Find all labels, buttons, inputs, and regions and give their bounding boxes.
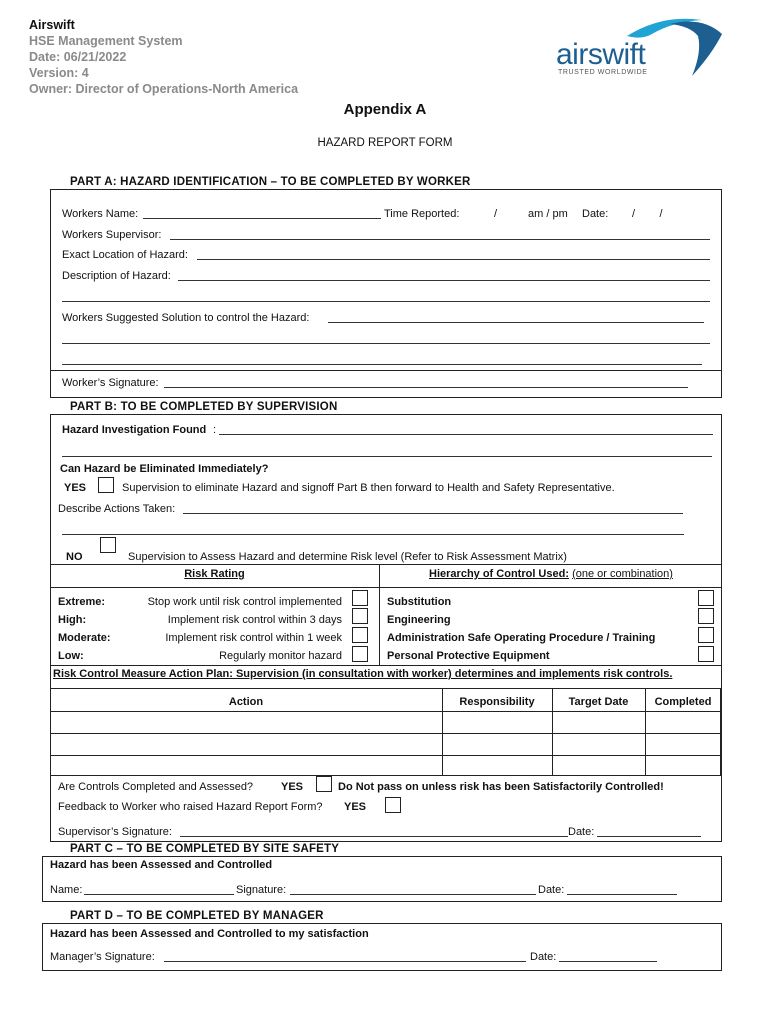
rating-action: Stop work until risk control implemented <box>147 596 342 608</box>
ampm-label: am / pm <box>528 208 568 220</box>
site-safety-date-label: Date: <box>538 884 565 896</box>
logo-tagline: TRUSTED WORLDWIDE <box>558 69 648 76</box>
rating-level: Extreme: <box>58 596 106 608</box>
airswift-logo <box>552 14 752 84</box>
site-safety-name-label: Name: <box>50 884 83 896</box>
risk-rating-header: Risk Rating <box>184 568 245 580</box>
description-field[interactable] <box>178 280 710 281</box>
date-separators: / / <box>632 208 663 220</box>
site-safety-date-field[interactable] <box>567 894 677 895</box>
form-title: HAZARD REPORT FORM <box>317 137 453 149</box>
investigation-label: Hazard Investigation Found <box>62 424 207 436</box>
supervisor-date-label: Date: <box>568 826 595 838</box>
feedback-yes-label: YES <box>344 801 367 813</box>
eliminate-question: Can Hazard be Eliminated Immediately? <box>60 463 269 475</box>
worker-signature-field[interactable] <box>164 387 688 388</box>
rating-action: Regularly monitor hazard <box>219 650 342 662</box>
control-substitution-checkbox[interactable] <box>698 590 714 606</box>
col-action: Action <box>228 696 264 708</box>
time-reported-label: Time Reported: <box>384 208 460 220</box>
rating-moderate-checkbox[interactable] <box>352 627 368 643</box>
control-label: Engineering <box>387 614 451 626</box>
rating-extreme-checkbox[interactable] <box>352 590 368 606</box>
investigation-colon: : <box>213 424 217 436</box>
part-b-heading: PART B: TO BE COMPLETED BY SUPERVISION <box>70 401 338 413</box>
part-d-statement: Hazard has been Assessed and Controlled to my satisfaction <box>50 928 369 940</box>
hierarchy-title: Hierarchy of Control Used: <box>429 568 569 580</box>
controls-yes-label: YES <box>281 781 304 793</box>
action-cell[interactable] <box>51 756 442 776</box>
divider <box>50 370 722 371</box>
solution-field[interactable] <box>328 322 704 323</box>
no-instruction: Supervision to Assess Hazard and determine Risk level (Refer to Risk Assessment Matrix) <box>128 551 567 563</box>
manager-date-label: Date: <box>530 951 557 963</box>
supervisor-signature-label: Supervisor’s Signature: <box>58 826 172 838</box>
location-field[interactable] <box>197 259 710 260</box>
workers-name-field[interactable] <box>143 218 381 219</box>
part-c-statement: Hazard has been Assessed and Controlled <box>50 859 273 871</box>
hierarchy-header <box>380 568 722 580</box>
supervisor-field[interactable] <box>170 239 710 240</box>
control-ppe-checkbox[interactable] <box>698 646 714 662</box>
eliminate-yes-checkbox[interactable] <box>98 477 114 493</box>
doc-owner: Owner: Director of Operations-North America <box>29 82 299 96</box>
site-safety-signature-label: Signature: <box>236 884 287 896</box>
doc-version: Version: 4 <box>29 66 89 80</box>
control-label: Substitution <box>387 596 452 608</box>
part-c-heading: PART C – TO BE COMPLETED BY SITE SAFETY <box>70 843 340 855</box>
yes-instruction: Supervision to eliminate Hazard and signoff Part B then forward to Health and Safety Representative. <box>122 482 615 494</box>
logo-wordmark: airswift <box>556 38 646 71</box>
yes-label: YES <box>64 482 87 494</box>
feedback-yes-checkbox[interactable] <box>385 797 401 813</box>
rating-level: Moderate: <box>58 632 111 644</box>
control-label: Administration Safe Operating Procedure / Training <box>387 632 656 644</box>
doc-date: Date: 06/21/2022 <box>29 50 127 64</box>
supervisor-date-field[interactable] <box>597 836 701 837</box>
col-responsibility: Responsibility <box>459 696 535 708</box>
actions-label: Describe Actions Taken: <box>58 503 176 515</box>
actions-field-2[interactable] <box>62 534 684 535</box>
eliminate-no-checkbox[interactable] <box>100 537 116 553</box>
rating-action: Implement risk control within 1 week <box>165 632 342 644</box>
supervisor-label: Workers Supervisor: <box>62 229 162 241</box>
action-plan-heading: Risk Control Measure Action Plan: Supervision (in consultation with worker) determines and implements risk controls. <box>53 668 673 680</box>
site-safety-signature-field[interactable] <box>290 894 536 895</box>
rating-high-checkbox[interactable] <box>352 608 368 624</box>
part-a-box <box>50 189 722 398</box>
hierarchy-note: (one or combination) <box>572 568 673 580</box>
manager-signature-field[interactable] <box>164 961 526 962</box>
rating-low-checkbox[interactable] <box>352 646 368 662</box>
no-label: NO <box>66 551 83 563</box>
rating-action: Implement risk control within 3 days <box>167 614 342 626</box>
part-d-heading: PART D – TO BE COMPLETED BY MANAGER <box>70 910 324 922</box>
action-cell[interactable] <box>51 712 442 733</box>
solution-label: Workers Suggested Solution to control the Hazard: <box>62 312 310 324</box>
time-slash: / <box>494 208 498 220</box>
risk-table-header-line <box>50 587 722 588</box>
actions-field[interactable] <box>183 513 683 514</box>
feedback-question: Feedback to Worker who raised Hazard Report Form? <box>58 801 323 813</box>
date-label: Date: <box>582 208 609 220</box>
controls-warning: Do Not pass on unless risk has been Satisfactorily Controlled! <box>338 781 664 793</box>
col-target-date: Target Date <box>568 696 629 708</box>
investigation-field-2[interactable] <box>62 456 712 457</box>
location-label: Exact Location of Hazard: <box>62 249 188 261</box>
action-cell[interactable] <box>51 734 442 755</box>
part-a-heading: PART A: HAZARD IDENTIFICATION – TO BE COMPLETED BY WORKER <box>70 176 471 188</box>
manager-date-field[interactable] <box>559 961 657 962</box>
controls-question: Are Controls Completed and Assessed? <box>58 781 254 793</box>
col-completed: Completed <box>654 696 712 708</box>
page-title: Appendix A <box>343 101 427 118</box>
solution-field-3[interactable] <box>62 364 702 365</box>
workers-name-label: Workers Name: <box>62 208 139 220</box>
control-administration-checkbox[interactable] <box>698 627 714 643</box>
supervisor-signature-field[interactable] <box>180 836 568 837</box>
worker-signature-label: Worker’s Signature: <box>62 377 159 389</box>
control-label: Personal Protective Equipment <box>387 650 550 662</box>
manager-signature-label: Manager’s Signature: <box>50 951 155 963</box>
rating-level: Low: <box>58 650 84 662</box>
company-name: Airswift <box>29 18 75 32</box>
solution-field-2[interactable] <box>62 343 710 344</box>
rating-level: High: <box>58 614 87 626</box>
description-label: Description of Hazard: <box>62 270 171 282</box>
control-engineering-checkbox[interactable] <box>698 608 714 624</box>
site-safety-name-field[interactable] <box>84 894 234 895</box>
system-name: HSE Management System <box>29 34 183 48</box>
investigation-field[interactable] <box>219 434 713 435</box>
document-header <box>29 17 298 97</box>
description-field-2[interactable] <box>62 301 710 302</box>
controls-yes-checkbox[interactable] <box>316 776 332 792</box>
